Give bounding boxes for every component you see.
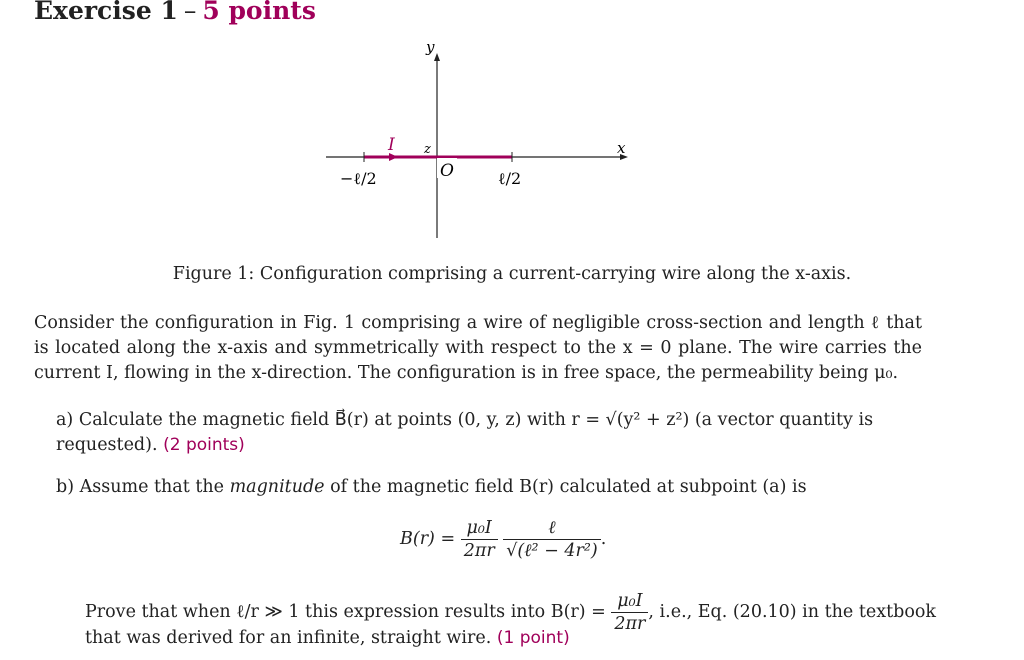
equation-fraction-2 (503, 517, 600, 562)
equation-period: . (600, 529, 607, 549)
part-a-points: (2 points) (163, 435, 245, 455)
part-b-emphasis: magnitude (229, 477, 325, 497)
equation-f2-denominator: √(ℓ² − 4r²) (506, 541, 598, 561)
part-b-points: (1 point) (496, 628, 570, 648)
x-axis-label: x (617, 139, 626, 157)
left-end-label: −ℓ/2 (340, 169, 377, 188)
part-b-intro (56, 475, 922, 500)
origin-label: O (440, 161, 454, 181)
part-b-text-before: Assume that the (79, 477, 230, 497)
prove-numerator: μ₀I (611, 590, 648, 613)
intro-paragraph: Consider the configuration in Fig. 1 comprising a wire of negligible cross-section and length ℓ that is located along the x-axis and symmetrically with respect to the x = 0 plane. The wire carries the current I, flowing in the x-direction. The configuration is in free space, the permeability being μ₀. (34, 313, 922, 383)
y-axis-arrow-icon (434, 53, 440, 61)
exercise-label: Exercise 1 (34, 0, 178, 25)
equation-lhs: B(r) = (400, 529, 456, 549)
part-a (56, 408, 922, 458)
z-axis-label: z (424, 142, 431, 157)
prove-text-after: , i.e., Eq. (20.10) in the textbook (648, 602, 936, 622)
equation-f2-numerator: ℓ (503, 517, 600, 540)
part-a-label: a) (56, 410, 74, 430)
equation-block (400, 517, 606, 562)
wire-figure (0, 0, 1024, 260)
y-axis (434, 53, 440, 238)
figure-caption: Figure 1: Configuration comprising a current-carrying wire along the x-axis. (172, 264, 852, 284)
prove-fraction (611, 590, 648, 635)
part-b-label: b) (56, 477, 75, 497)
y-axis-label: y (426, 38, 435, 56)
final-line-text: that was derived for an infinite, straight wire. (85, 628, 492, 648)
prove-text-before: Prove that when ℓ/r ≫ 1 this expression results into B(r) = (85, 602, 606, 622)
current-label: I (388, 135, 395, 155)
right-end-label: ℓ/2 (498, 169, 522, 188)
final-line (85, 628, 570, 648)
part-b-text-after: of the magnetic field B(r) calculated at subpoint (a) is (324, 477, 807, 497)
title-dash: – (183, 0, 197, 25)
equation-fraction-1 (461, 517, 498, 562)
prove-denominator: 2πr (614, 614, 646, 634)
equation-f1-numerator: μ₀I (461, 517, 498, 540)
equation-f1-denominator: 2πr (463, 541, 495, 561)
exercise-points: 5 points (202, 0, 316, 25)
part-a-text: Calculate the magnetic field B⃗(r) at points (0, y, z) with r = √(y² + z²) (a vector quantity is requested). (56, 410, 874, 455)
